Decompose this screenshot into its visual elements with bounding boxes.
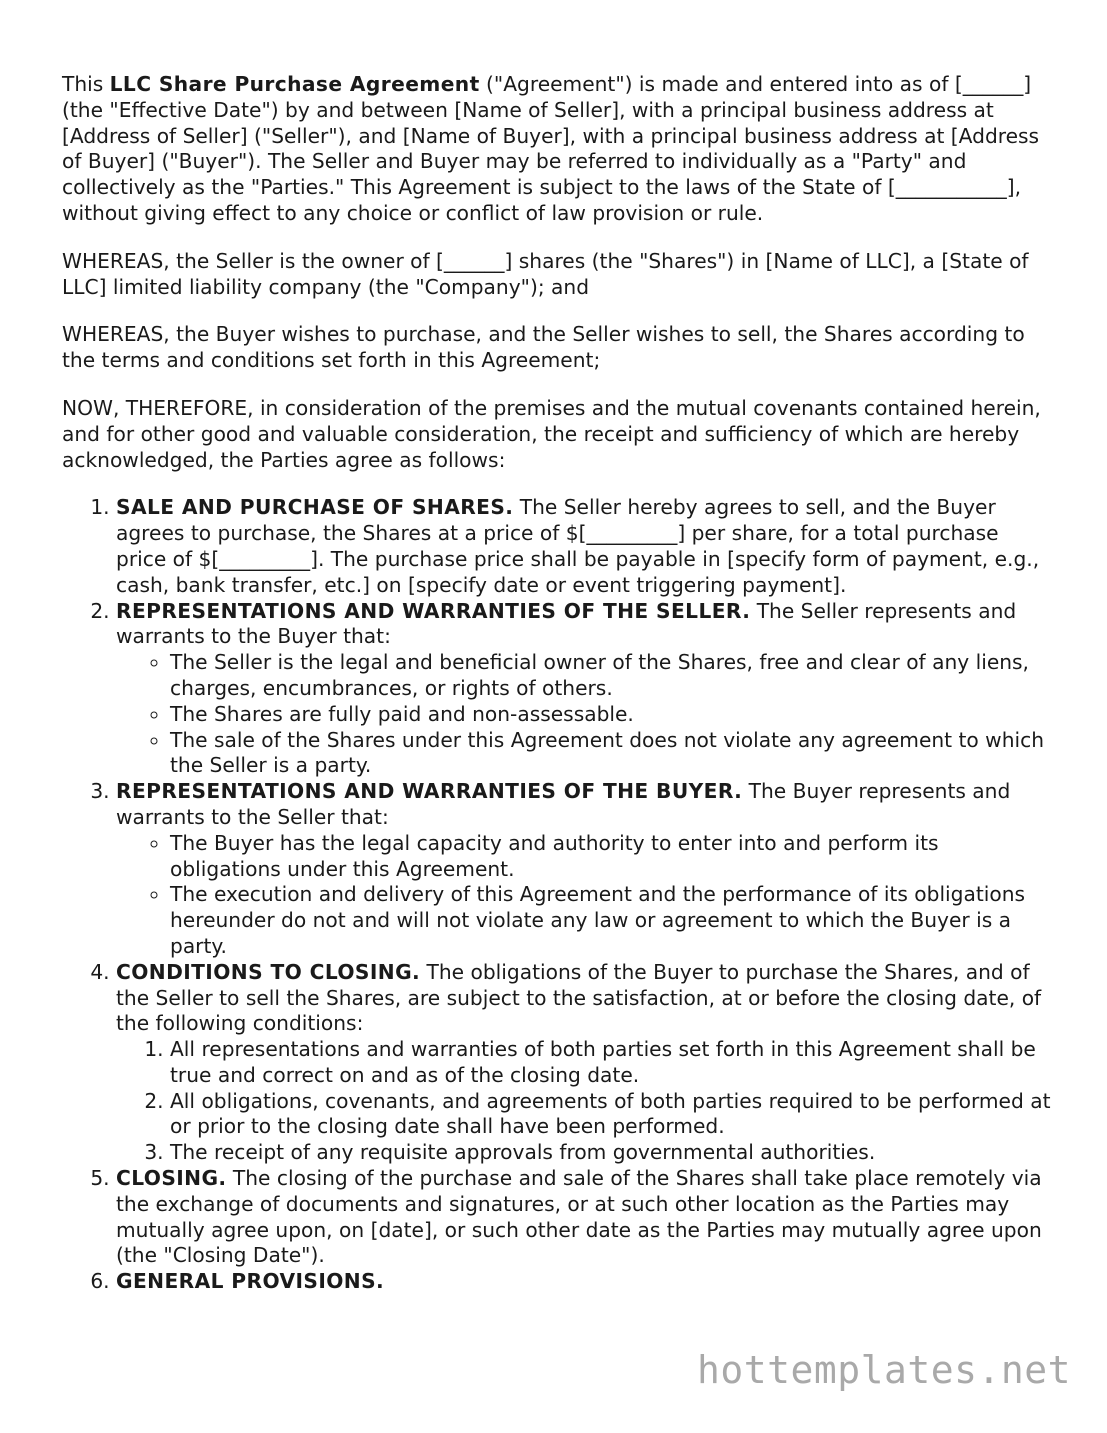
section-text: The Buyer represents and warrants to the Seller that: bbox=[116, 779, 1011, 829]
section-6 bbox=[116, 1269, 1052, 1295]
section-1 bbox=[116, 495, 1052, 598]
sections-list bbox=[62, 495, 1052, 1295]
document-body bbox=[62, 72, 1052, 1295]
intro-lead: This bbox=[62, 72, 110, 96]
section-text: The closing of the purchase and sale of the Shares shall take place remotely via the exchange of documents and signatures, or at such other location as the Parties may mutually agree upon, on [date], or such other date as the Parties may mutually agree upon (the "Closing Date"). bbox=[116, 1166, 1042, 1268]
list-item: 3. The receipt of any requisite approvals from governmental authorities. bbox=[170, 1140, 1052, 1166]
list-item: ◦ The Seller is the legal and beneficial owner of the Shares, free and clear of any liens, charges, encumbrances, or rights of others. bbox=[170, 650, 1052, 702]
now-therefore-paragraph: NOW, THEREFORE, in consideration of the premises and the mutual covenants contained herein, and for other good and valuable consideration, the receipt and sufficiency of which are hereby acknowledged, the Parties agree as follows: bbox=[62, 395, 1041, 472]
list-item: ◦ The Buyer has the legal capacity and authority to enter into and perform its obligations under this Agreement. bbox=[170, 831, 1052, 883]
section-text: The obligations of the Buyer to purchase the Shares, and of the Seller to sell the Shares, are subject to the satisfaction, at or before the closing date, of the following conditions: bbox=[116, 959, 1042, 1036]
section-text: The Seller hereby agrees to sell, and the Buyer agrees to purchase, the Shares at a price of $[_________] per share, for a total purchase price of $[_________]. The purchase price shall be payable in [specify form of payment, e.g., cash, bank transfer, etc.] on [specify date or event triggering payment]. bbox=[116, 495, 1040, 597]
section-heading: SALE AND PURCHASE OF SHARES. bbox=[116, 495, 514, 520]
section-2 bbox=[116, 599, 1052, 780]
list-item: ◦ The sale of the Shares under this Agreement does not violate any agreement to which the Seller is a party. bbox=[170, 728, 1052, 780]
list-item: 2. All obligations, covenants, and agreements of both parties required to be performed at or prior to the closing date shall have been performed. bbox=[170, 1089, 1052, 1141]
seller-warranties-list bbox=[116, 650, 1052, 779]
section-heading: REPRESENTATIONS AND WARRANTIES OF THE BUYER. bbox=[116, 779, 743, 804]
list-item: 1. All representations and warranties of both parties set forth in this Agreement shall be true and correct on and as of the closing date. bbox=[170, 1037, 1052, 1089]
section-4 bbox=[116, 960, 1052, 1166]
closing-conditions-list bbox=[116, 1037, 1052, 1166]
section-heading: CONDITIONS TO CLOSING. bbox=[116, 959, 421, 984]
buyer-warranties-list bbox=[116, 831, 1052, 960]
whereas-paragraph-2: WHEREAS, the Buyer wishes to purchase, and the Seller wishes to sell, the Shares according to the terms and conditions set forth in this Agreement; bbox=[62, 322, 1025, 373]
section-text: The Seller represents and warrants to the Buyer that: bbox=[116, 598, 1017, 649]
section-heading: GENERAL PROVISIONS. bbox=[116, 1269, 385, 1294]
document-title: LLC Share Purchase Agreement bbox=[109, 72, 480, 96]
watermark: hottemplates.net bbox=[696, 1348, 1071, 1392]
section-5 bbox=[116, 1166, 1052, 1269]
section-heading: REPRESENTATIONS AND WARRANTIES OF THE SELLER. bbox=[116, 598, 751, 623]
intro-paragraph bbox=[62, 72, 1052, 227]
whereas-paragraph-1: WHEREAS, the Seller is the owner of [______] shares (the "Shares") in [Name of LLC], a [State of LLC] limited liability company (the "Company"); and bbox=[62, 248, 1029, 299]
intro-text: ("Agreement") is made and entered into as of [______] (the "Effective Date") by and between [Name of Seller], with a principal business address at [Address of Seller] ("Seller"), and [Name of Buyer], with a principal business address at [Address of Buyer] ("Buyer"). The Seller and Buyer may be referred to individually as a "Party" and collectively as the "Parties." This Agreement is subject to the laws of the State of [___________], without giving effect to any choice or conflict of law provision or rule. bbox=[62, 72, 1040, 225]
list-item: ◦ The Shares are fully paid and non-assessable. bbox=[170, 702, 1052, 728]
section-3 bbox=[116, 779, 1052, 960]
list-item: ◦ The execution and delivery of this Agreement and the performance of its obligations hereunder do not and will not violate any law or agreement to which the Buyer is a party. bbox=[170, 882, 1052, 959]
section-heading: CLOSING. bbox=[116, 1166, 227, 1191]
